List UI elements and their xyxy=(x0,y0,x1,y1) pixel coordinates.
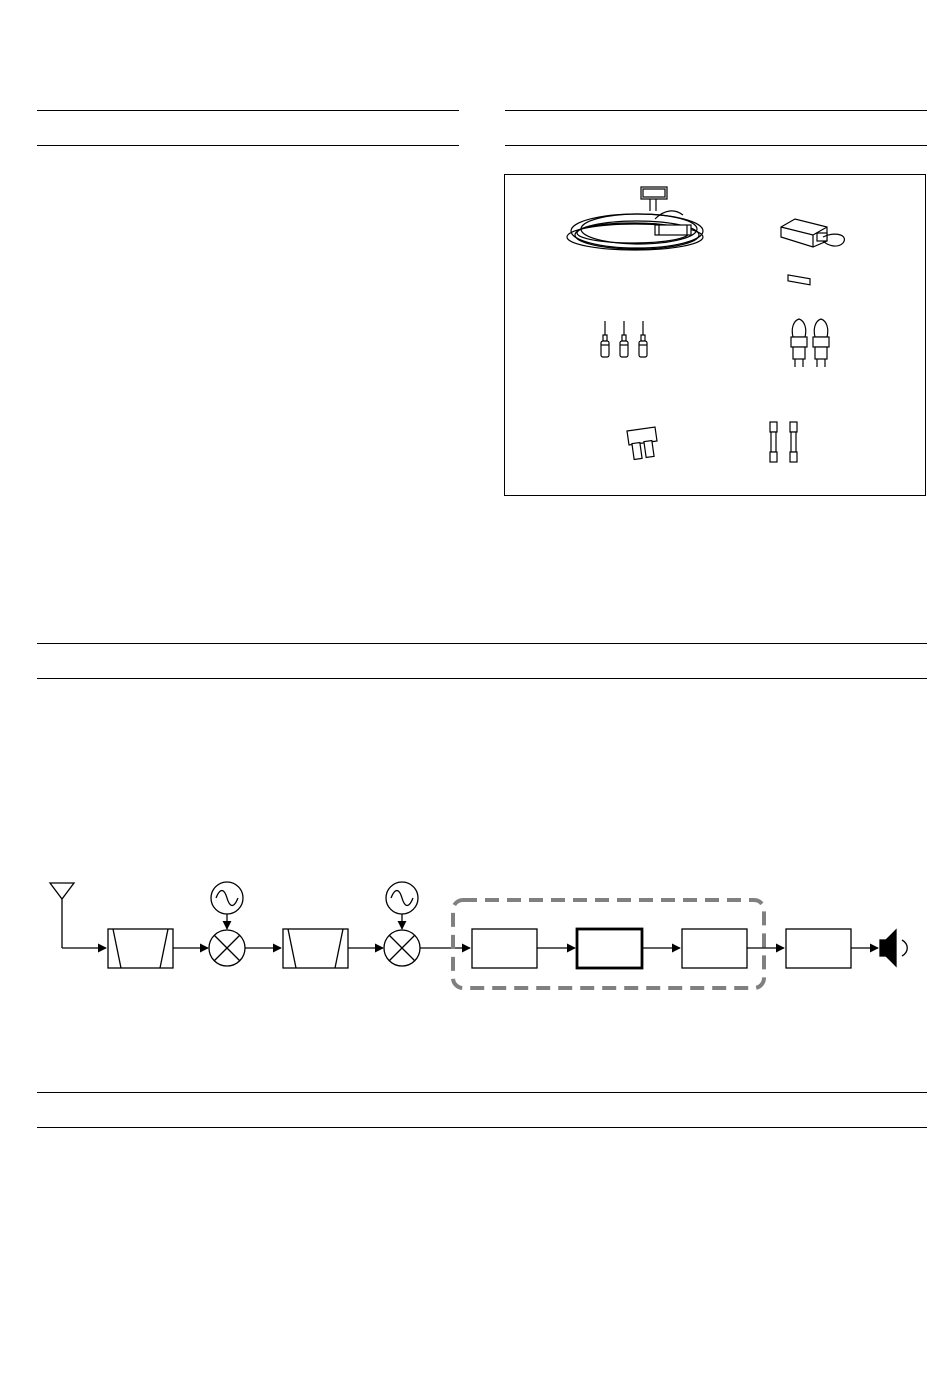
mixer-icon-2 xyxy=(384,930,420,966)
bandpass-filter-block-1 xyxy=(108,929,173,968)
bottom-section-header xyxy=(37,1092,927,1128)
mixer-icon-1 xyxy=(209,930,245,966)
audio-amp-block xyxy=(786,929,851,968)
dsp-block-1 xyxy=(472,929,537,968)
speaker-icon xyxy=(880,930,907,966)
bandpass-filter-block-2 xyxy=(283,929,348,968)
oscillator-icon-2 xyxy=(386,882,418,914)
antenna-icon xyxy=(50,883,74,948)
oscillator-icon-1 xyxy=(211,882,243,914)
dsp-block-3 xyxy=(682,929,747,968)
dsp-block-2 xyxy=(577,929,642,968)
